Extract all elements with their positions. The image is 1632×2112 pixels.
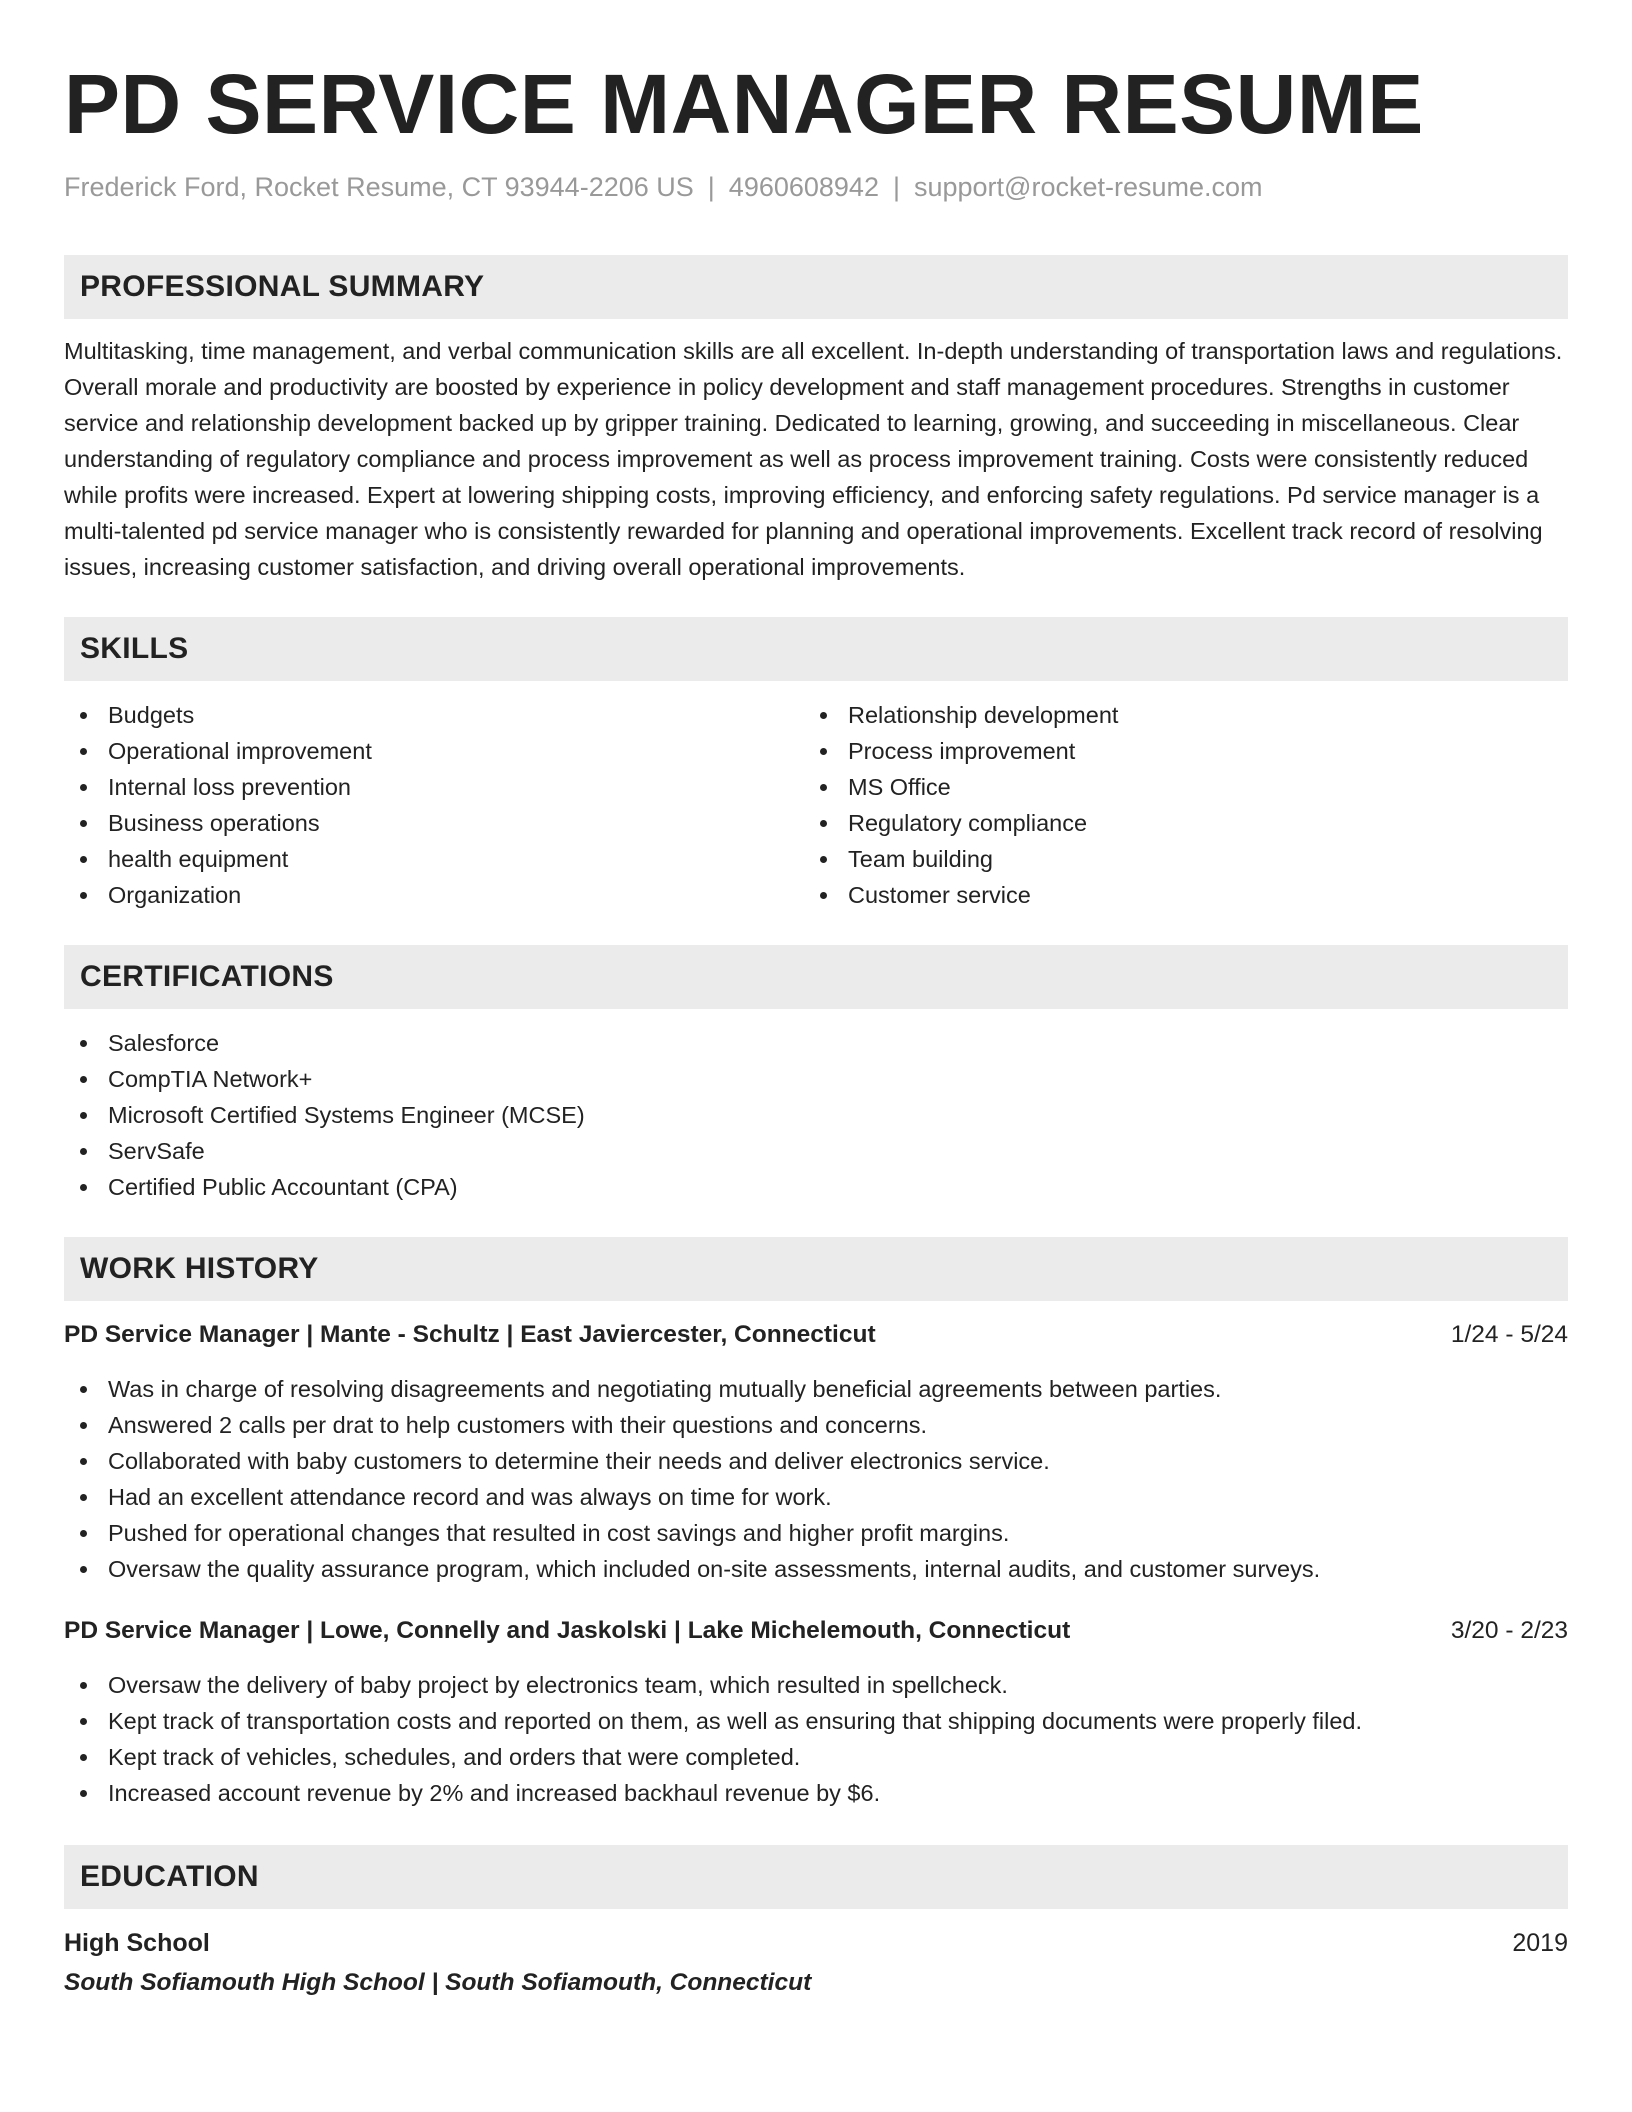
contact-line bbox=[64, 170, 1568, 204]
job-header bbox=[64, 1317, 1568, 1353]
skills-column-left bbox=[64, 697, 804, 913]
list-item: ServSafe bbox=[64, 1133, 1568, 1169]
list-item: Salesforce bbox=[64, 1025, 1568, 1061]
job-dates: 1/24 - 5/24 bbox=[1450, 1321, 1568, 1348]
list-item: Budgets bbox=[64, 697, 804, 733]
job-title: PD Service Manager | Mante - Schultz | East Javiercester, Connecticut bbox=[64, 1321, 876, 1348]
education-year: 2019 bbox=[1512, 1929, 1568, 1957]
list-item: Team building bbox=[804, 841, 1544, 877]
list-item: MS Office bbox=[804, 769, 1544, 805]
list-item: Kept track of transportation costs and reported on them, as well as ensuring that shipping documents were properly filed. bbox=[64, 1703, 1568, 1739]
contact-address: Frederick Ford, Rocket Resume, CT 93944-2206 US bbox=[64, 172, 694, 202]
list-item: Business operations bbox=[64, 805, 804, 841]
list-item: Process improvement bbox=[804, 733, 1544, 769]
list-item: Answered 2 calls per drat to help customers with their questions and concerns. bbox=[64, 1407, 1568, 1443]
section-heading-work-history: WORK HISTORY bbox=[64, 1237, 1568, 1301]
section-heading-certifications: CERTIFICATIONS bbox=[64, 945, 1568, 1009]
certifications-list bbox=[64, 1025, 1568, 1205]
education-header bbox=[64, 1925, 1568, 1961]
section-heading-education: EDUCATION bbox=[64, 1845, 1568, 1909]
education-school: South Sofiamouth High School | South Sofiamouth, Connecticut bbox=[64, 1969, 812, 1996]
list-item: Internal loss prevention bbox=[64, 769, 804, 805]
list-item: Operational improvement bbox=[64, 733, 804, 769]
list-item: Kept track of vehicles, schedules, and orders that were completed. bbox=[64, 1739, 1568, 1775]
list-item: Oversaw the quality assurance program, which included on-site assessments, internal audits, and customer surveys. bbox=[64, 1551, 1568, 1587]
list-item: Oversaw the delivery of baby project by electronics team, which resulted in spellcheck. bbox=[64, 1667, 1568, 1703]
list-item: Regulatory compliance bbox=[804, 805, 1544, 841]
list-item: health equipment bbox=[64, 841, 804, 877]
job-duties-list bbox=[64, 1667, 1568, 1811]
list-item: Microsoft Certified Systems Engineer (MCSE) bbox=[64, 1097, 1568, 1133]
list-item: Pushed for operational changes that resulted in cost savings and higher profit margins. bbox=[64, 1515, 1568, 1551]
contact-phone: 4960608942 bbox=[728, 172, 879, 202]
list-item: CompTIA Network+ bbox=[64, 1061, 1568, 1097]
job-dates: 3/20 - 2/23 bbox=[1450, 1617, 1568, 1644]
list-item: Increased account revenue by 2% and increased backhaul revenue by $6. bbox=[64, 1775, 1568, 1811]
skills-column-right bbox=[804, 697, 1544, 913]
education-degree: High School bbox=[64, 1929, 210, 1957]
page-title: PD SERVICE MANAGER RESUME bbox=[64, 57, 1424, 151]
contact-separator: | bbox=[707, 172, 715, 202]
job-duties-list bbox=[64, 1371, 1568, 1587]
list-item: Certified Public Accountant (CPA) bbox=[64, 1169, 1568, 1205]
list-item: Collaborated with baby customers to determine their needs and deliver electronics service. bbox=[64, 1443, 1568, 1479]
job-title: PD Service Manager | Lowe, Connelly and Jaskolski | Lake Michelemouth, Connecticut bbox=[64, 1617, 1071, 1644]
contact-email: support@rocket-resume.com bbox=[913, 172, 1263, 202]
list-item: Relationship development bbox=[804, 697, 1544, 733]
list-item: Organization bbox=[64, 877, 804, 913]
section-heading-skills: SKILLS bbox=[64, 617, 1568, 681]
list-item: Had an excellent attendance record and was always on time for work. bbox=[64, 1479, 1568, 1515]
list-item: Customer service bbox=[804, 877, 1544, 913]
summary-text: Multitasking, time management, and verbal communication skills are all excellent. In-depth understanding of transportation laws and regulations. Overall morale and productivity are boosted by experience in policy development and staff management procedures. Strengths in customer service and relationship development backed up by gripper training. Dedicated to learning, growing, and succeeding in miscellaneous. Clear understanding of regulatory compliance and process improvement as well as process improvement training. Costs were consistently reduced while profits were increased. Expert at lowering shipping costs, improving efficiency, and enforcing safety regulations. Pd service manager is a multi-talented pd service manager who is consistently rewarded for planning and operational improvements. Excellent track record of resolving issues, increasing customer satisfaction, and driving overall operational improvements. bbox=[64, 338, 1563, 580]
section-heading-summary: PROFESSIONAL SUMMARY bbox=[64, 255, 1568, 319]
job-header bbox=[64, 1613, 1568, 1649]
list-item: Was in charge of resolving disagreements and negotiating mutually beneficial agreements between parties. bbox=[64, 1371, 1568, 1407]
skills-list bbox=[64, 697, 1568, 913]
contact-separator: | bbox=[892, 172, 900, 202]
